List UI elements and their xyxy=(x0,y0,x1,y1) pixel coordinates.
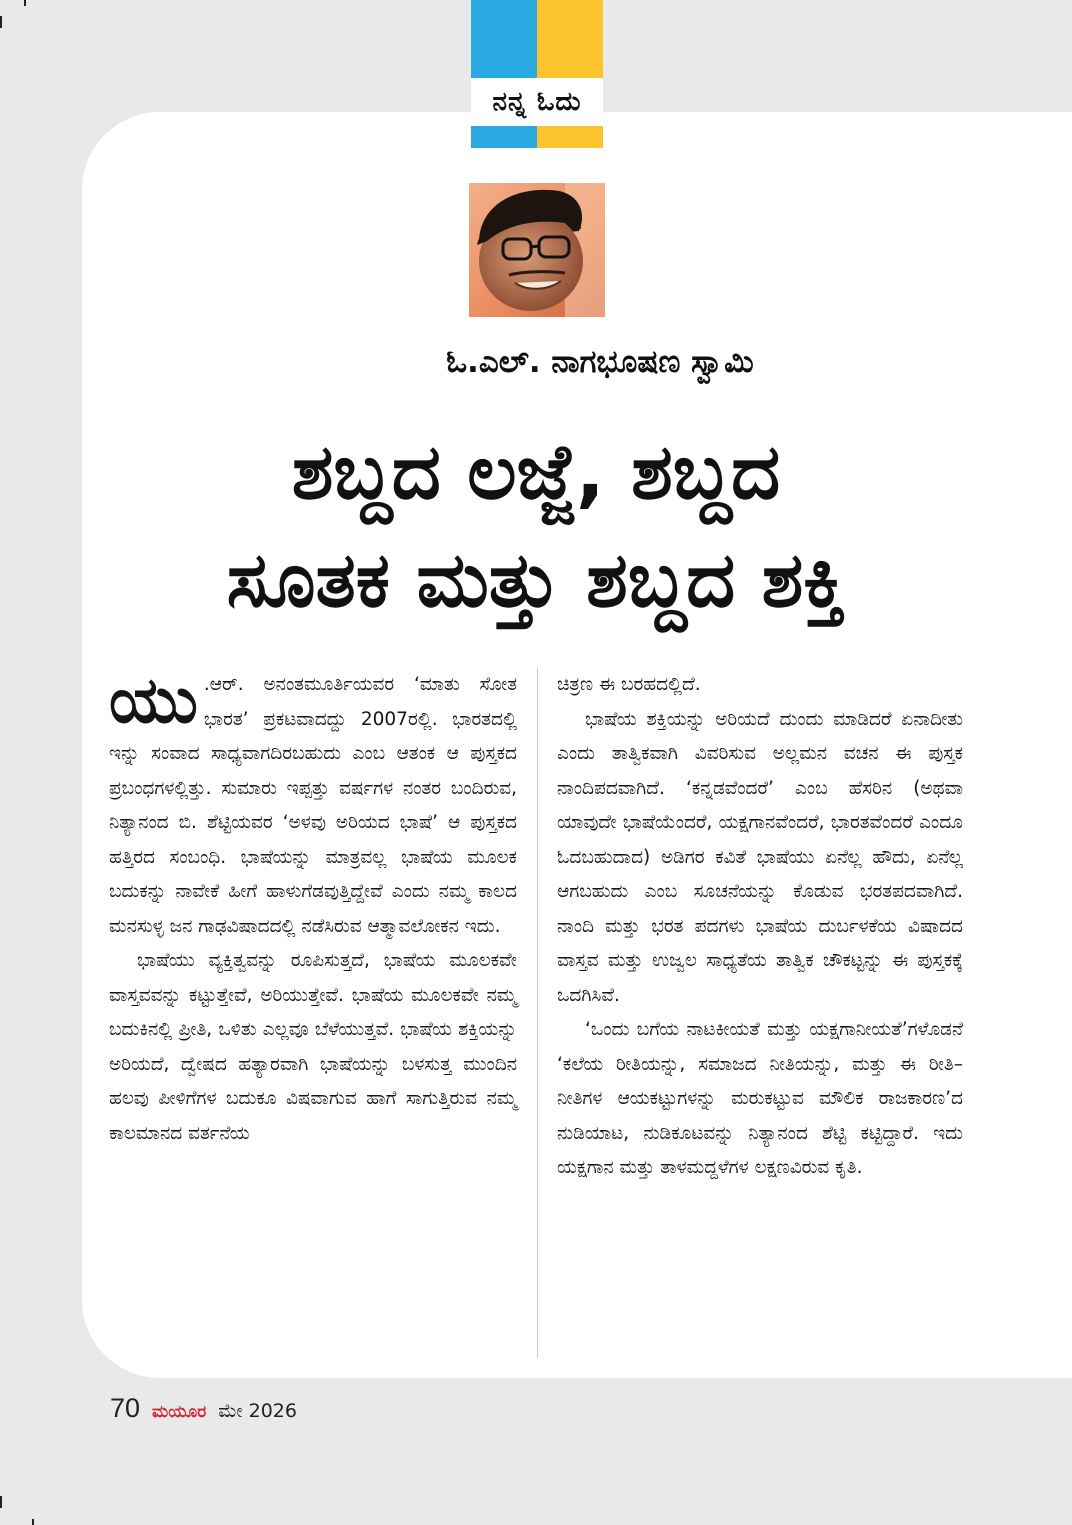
magazine-name: ಮಯೂರ xyxy=(152,1402,207,1422)
paragraph-text: .ಆರ್. ಅನಂತಮೂರ್ತಿಯವರ ‘ಮಾತು ಸೋತ ಭಾರತ’ ಪ್ರಕಟವಾದದ್ದು 2007ರಲ್ಲಿ. ಭಾರತದಲ್ಲಿ ಇನ್ನು ಸಂವಾದ ಸಾಧ್ಯವಾಗದಿರಬಹುದು ಎಂಬ ಆತಂಕ ಆ ಪುಸ್ತಕದ ಪ್ರಬಂಧಗಳಲ್ಲಿತ್ತು. ಸುಮಾರು ಇಪ್ಪತ್ತು ವರ್ಷಗಳ ನಂತರ ಬಂದಿರುವ, ನಿತ್ಯಾನಂದ ಬಿ. ಶೆಟ್ಟಿಯವರ ‘ಅಳವು ಅರಿಯದ ಭಾಷೆ’ ಆ ಪುಸ್ತಕದ ಹತ್ತಿರದ ಸಂಬಂಧಿ. ಭಾಷೆಯನ್ನು ಮಾತ್ರವಲ್ಲ ಭಾಷೆಯ ಮೂಲಕ ಬದುಕನ್ನು ನಾವೇಕೆ ಹೀಗೆ ಹಾಳುಗೆಡವುತ್ತಿದ್ದೇವೆ ಎಂದು ನಮ್ಮ ಕಾಲದ ಮನಸುಳ್ಳ ಜನ ಗಾಢವಿಷಾದದಲ್ಲಿ ನಡೆಸಿರುವ ಆತ್ಮಾವಲೋಕನ ಇದು. xyxy=(109,674,517,937)
paragraph: ‘ಒಂದು ಬಗೆಯ ನಾಟಕೀಯತೆ ಮತ್ತು ಯಕ್ಷಗಾನೀಯತೆ’ಗಳೊಡನೆ ‘ಕಲೆಯ ರೀತಿಯನ್ನು, ಸಮಾಜದ ನೀತಿಯನ್ನು, ಮತ್ತು ಈ ರೀತಿ–ನೀತಿಗಳ ಆಯಕಟ್ಟುಗಳನ್ನು ಮರುಕಟ್ಟುವ ಮೌಲಿಕ ರಾಜಕಾರಣ’ದ ನುಡಿಯಾಟ, ನುಡಿಕೂಟವನ್ನು ನಿತ್ಯಾನಂದ ಶೆಟ್ಟಿ ಕಟ್ಟಿದ್ದಾರೆ. ಇದು ಯಕ್ಷಗಾನ ಮತ್ತು ತಾಳಮದ್ದಳೆಗಳ ಲಕ್ಷಣವಿರುವ ಕೃತಿ. xyxy=(557,1019,963,1178)
body-column-right xyxy=(557,668,963,1186)
column-divider xyxy=(537,668,538,1358)
headline-line-1: ಶಬ್ದದ ಲಜ್ಜೆ, ಶಬ್ದದ xyxy=(291,427,781,516)
logo-label-band xyxy=(471,78,603,126)
headline xyxy=(86,418,986,634)
crop-mark-bottom-left-v xyxy=(32,1519,34,1525)
author-name: ಓ.ಎಲ್. ನಾಗಭೂಷಣ ಸ್ವಾಮಿ xyxy=(446,344,754,380)
paragraph xyxy=(109,664,517,944)
page-footer xyxy=(110,1393,297,1424)
paragraph: ಭಾಷೆಯ ಶಕ್ತಿಯನ್ನು ಅರಿಯದೆ ದುಂದು ಮಾಡಿದರೆ ಏನಾದೀತು ಎಂದು ತಾತ್ವಿಕವಾಗಿ ವಿವರಿಸುವ ಅಲ್ಲಮನ ವಚನ ಈ ಪುಸ್ತಕ ನಾಂದಿಪದವಾಗಿದೆ. ‘ಕನ್ನಡವೆಂದರೆ’ ಎಂಬ ಹೆಸರಿನ (ಅಥವಾ ಯಾವುದೇ ಭಾಷೆಯೆಂದರೆ, ಯಕ್ಷಗಾನವೆಂದರೆ, ಭಾರತವೆಂದರೆ ಎಂದೂ ಓದಬಹುದಾದ) ಅಡಿಗರ ಕವಿತೆ ಭಾಷೆಯು ಏನೆಲ್ಲ ಹೌದು, ಏನೆಲ್ಲ ಆಗಬಹುದು ಎಂಬ ಸೂಚನೆಯನ್ನು ಕೊಡುವ ಭರತಪದವಾಗಿದೆ. ನಾಂದಿ ಮತ್ತು ಭರತ ಪದಗಳು ಭಾಷೆಯ ದುರ್ಬಳಕೆಯ ವಿಷಾದದ ವಾಸ್ತವ ಮತ್ತು ಉಜ್ವಲ ಸಾಧ್ಯತೆಯ ತಾತ್ವಿಕ ಚೌಕಟ್ಟನ್ನು ಈ ಪುಸ್ತಕಕ್ಕೆ ಒದಗಿಸಿವೆ. xyxy=(557,708,963,1006)
body-column-left xyxy=(109,664,517,1151)
crop-mark-top-left-h xyxy=(24,0,26,6)
crop-mark-bottom-left xyxy=(0,1496,2,1508)
headline-line-2: ಸೂತಕ ಮತ್ತು ಶಬ್ದದ ಶಕ್ತಿ xyxy=(226,534,846,624)
author-portrait-icon xyxy=(469,183,605,317)
column-logo xyxy=(471,0,603,148)
drop-cap: ಯು xyxy=(109,664,198,738)
issue-date: ಮೇ 2026 xyxy=(218,1400,297,1422)
crop-mark-top-left xyxy=(0,16,2,28)
author-photo xyxy=(469,183,605,317)
page-number: 70 xyxy=(110,1393,141,1423)
paragraph: ಚಿತ್ರಣ ಈ ಬರಹದಲ್ಲಿದೆ. xyxy=(557,674,701,695)
paragraph: ಭಾಷೆಯು ವ್ಯಕ್ತಿತ್ವವನ್ನು ರೂಪಿಸುತ್ತದೆ, ಭಾಷೆಯ ಮೂಲಕವೇ ವಾಸ್ತವವನ್ನು ಕಟ್ಟುತ್ತೇವೆ, ಅರಿಯುತ್ತೇವೆ. ಭಾಷೆಯ ಮೂಲಕವೇ ನಮ್ಮ ಬದುಕಿನಲ್ಲಿ ಪ್ರೀತಿ, ಒಳಿತು ಎಲ್ಲವೂ ಬೆಳೆಯುತ್ತವೆ. ಭಾಷೆಯ ಶಕ್ತಿಯನ್ನು ಅರಿಯದೆ, ದ್ವೇಷದ ಹತ್ಯಾರವಾಗಿ ಭಾಷೆಯನ್ನು ಬಳಸುತ್ತ ಮುಂದಿನ ಹಲವು ಪೀಳಿಗೆಗಳ ಬದುಕೂ ವಿಷವಾಗುವ ಹಾಗೆ ಸಾಗುತ್ತಿರುವ ನಮ್ಮ ಕಾಲಮಾನದ ವರ್ತನೆಯ xyxy=(109,950,517,1144)
column-title: ನನ್ನ ಓದು xyxy=(492,86,582,117)
